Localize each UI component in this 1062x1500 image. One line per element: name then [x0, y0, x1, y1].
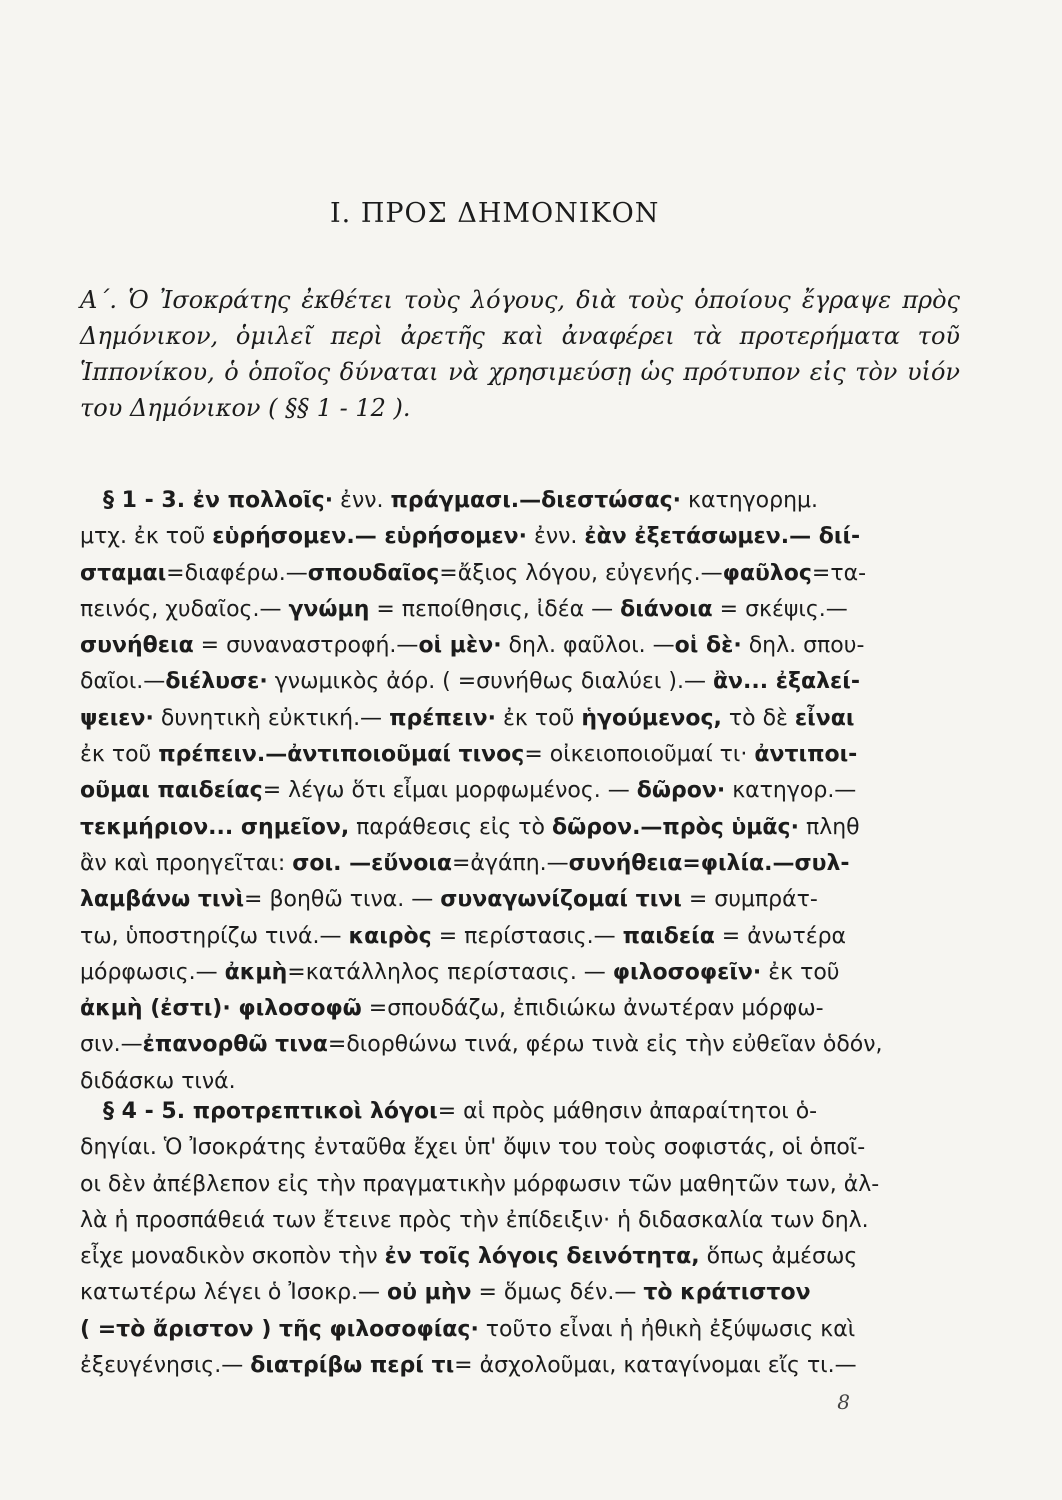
text-line: [80, 810, 960, 846]
gloss-text: =σπουδάζω, ἐπιδιώκω ἀνωτέραν μόρφω-: [361, 996, 824, 1022]
bold-term: σταμαι: [80, 560, 167, 586]
bold-term: φιλοσοφεῖν·: [612, 959, 762, 985]
bold-term: ἂν... ἐξαλεί-: [712, 669, 860, 695]
bold-term: διέλυσε·: [165, 669, 268, 695]
gloss-text: = λέγω ὅτι εἶμαι μορφωμένος. —: [262, 778, 637, 804]
text-line: [80, 628, 960, 664]
bold-term: διατρίβω περί τι: [250, 1353, 455, 1379]
bold-term: δῶρον.—πρὸς ὑμᾶς·: [551, 814, 799, 840]
section-heading: § 1 - 3.: [80, 488, 193, 513]
bold-term: ( =τὸ ἄριστον ) τῆς φιλοσοφίας·: [80, 1316, 479, 1342]
gloss-text: παράθεσις εἰς τὸ: [349, 814, 552, 840]
page: [80, 0, 980, 1500]
gloss-text: = οἰκειοποιοῦμαί τι·: [524, 742, 755, 768]
gloss-text: πεινός, χυδαῖος.—: [80, 596, 289, 622]
chapter-title: I. ΠΡΟΣ ΔΗΜΟΝΙΚΟΝ: [330, 198, 660, 229]
bold-term: εὑρήσομεν.— εὑρήσομεν·: [212, 524, 527, 550]
bold-term: δῶρον·: [636, 778, 726, 804]
text-line: [80, 882, 960, 918]
bold-term: ἐν πολλοῖς·: [192, 488, 334, 513]
text-line: [80, 1027, 960, 1063]
text-line: [80, 1275, 960, 1311]
gloss-text: ἐνν.: [333, 488, 391, 513]
gloss-text: ἐκ τοῦ: [496, 705, 582, 731]
text-line: [80, 556, 960, 592]
gloss-text: δηλ. σπου-: [741, 633, 865, 659]
gloss-text: = ἀνωτέρα: [714, 923, 847, 949]
bold-term: ἀκμὴ (ἐστι)· φιλοσοφῶ: [80, 996, 362, 1022]
gloss-text: =διορθώνω τινά, φέρω τινὰ εἰς τὴν εὐθεῖαν ὁδόν,: [327, 1032, 883, 1058]
gloss-text: ἂν καὶ προηγεῖται:: [80, 850, 293, 876]
gloss-text: ὅπως ἀμέσως: [699, 1244, 858, 1270]
gloss-text: κατωτέρω λέγει ὁ Ἰσοκρ.—: [80, 1280, 388, 1306]
chapter-summary: Α΄. Ὁ Ἰσοκράτης ἐκθέτει τοὺς λόγους, διὰ τοὺς ὁποίους ἔγραψε πρὸς Δημόνικον, ὁμιλεῖ περὶ ἀρετῆς καὶ ἀναφέρει τὰ προτερήματα τοῦ Ἱππονίκου, ὁ ὁποῖος δύναται νὰ χρησιμεύσῃ ὡς πρότυπον εἰς τὸν υἱόν του Δημόνικον ( §§ 1 - 12 ).: [80, 286, 960, 422]
gloss-text: =τα-: [811, 560, 867, 586]
bold-term: καιρὸς: [348, 923, 432, 949]
gloss-text: =ἄξιος λόγου, εὐγενής.—: [439, 560, 723, 586]
text-line: [80, 483, 960, 519]
text-line: [80, 919, 960, 955]
gloss-text: = ὅμως δέν.—: [471, 1280, 644, 1306]
gloss-text: πληθ: [798, 814, 860, 840]
bold-term: ἀκμὴ: [224, 959, 288, 985]
bold-term: συναγωνίζομαί τινι: [440, 887, 682, 913]
text-line: [80, 592, 960, 628]
text-line: [80, 1130, 960, 1166]
gloss-text: τω, ὑποστηρίζω τινά.—: [80, 923, 349, 949]
bold-term: ψειεν·: [80, 705, 154, 731]
gloss-text: ἐκ τοῦ: [80, 742, 159, 768]
section-4-5: [80, 1094, 960, 1384]
gloss-text: μόρφωσις.—: [80, 959, 225, 985]
bold-term: πρέπειν·: [389, 705, 497, 731]
gloss-text: = πεποίθησις, ἰδέα —: [369, 596, 621, 622]
gloss-text: λὰ ἡ προσπάθειά των ἔτεινε πρὸς τὴν ἐπίδειξιν· ἡ διδασκαλία των δηλ.: [80, 1207, 869, 1233]
gloss-text: οι δὲν ἀπέβλεπον εἰς τὴν πραγματικὴν μόρφωσιν τῶν μαθητῶν των, ἀλ-: [80, 1171, 880, 1197]
bold-term: ἐὰν ἐξετάσωμεν.— διί-: [584, 524, 861, 550]
gloss-text: τὸ δὲ: [721, 705, 795, 731]
bold-term: ἀντιποι-: [754, 742, 858, 768]
text-line: [80, 737, 960, 773]
bold-term: λαμβάνω τινὶ: [80, 887, 245, 913]
gloss-text: σιν.—: [80, 1032, 143, 1058]
text-line: [80, 1094, 960, 1130]
gloss-text: ἐνν.: [526, 524, 585, 550]
gloss-text: = βοηθῶ τινα. —: [244, 887, 441, 913]
section-1-3: [80, 483, 960, 1100]
gloss-text: δηλ. φαῦλοι. —: [501, 633, 675, 659]
bold-term: ἡγούμενος,: [581, 705, 722, 731]
gloss-text: δυνητικὴ εὐκτική.—: [153, 705, 390, 731]
gloss-text: κατηγορ.—: [725, 778, 857, 804]
gloss-text: =κατάλληλος περίστασις. —: [287, 959, 613, 985]
bold-term: συνήθεια=φιλία.—συλ-: [568, 850, 850, 876]
gloss-text: = συμπράτ-: [681, 887, 818, 913]
gloss-text: ἐξευγένησις.—: [80, 1353, 251, 1379]
page-number: 8: [837, 1390, 850, 1414]
gloss-text: = σκέψις.—: [712, 596, 848, 622]
text-line: [80, 664, 960, 700]
bold-term: συνήθεια: [80, 633, 194, 659]
bold-term: φαῦλος: [722, 560, 812, 586]
gloss-text: = ἀσχολοῦμαι, καταγίνομαι εἴς τι.—: [454, 1353, 857, 1379]
gloss-text: δηγίαι. Ὁ Ἰσοκράτης ἐνταῦθα ἔχει ὑπ' ὄψιν του τοὺς σοφιστάς, οἱ ὁποῖ-: [80, 1135, 866, 1161]
gloss-text: εἶχε μοναδικὸν σκοπὸν τὴν: [80, 1244, 385, 1270]
bold-term: πράγμασι.—διεστώσας·: [390, 488, 682, 513]
gloss-text: γνωμικὸς ἀόρ. ( =συνήθως διαλύει ).—: [267, 669, 713, 695]
gloss-text: ἐκ τοῦ: [761, 959, 840, 985]
text-line: [80, 955, 960, 991]
bold-term: διάνοια: [620, 596, 713, 622]
text-line: [80, 701, 960, 737]
bold-term: προτρεπτικοὶ λόγοι: [192, 1099, 438, 1124]
bold-term: εἶναι: [794, 705, 855, 731]
gloss-text: = συναναστροφή.—: [193, 633, 419, 659]
bold-term: σοι. —εὔνοια: [292, 850, 452, 876]
bold-term: ἐν τοῖς λόγοις δεινότητα,: [384, 1244, 700, 1270]
text-line: [80, 1203, 960, 1239]
bold-term: τεκμήριον... σημεῖον,: [80, 814, 350, 840]
text-line: [80, 773, 960, 809]
text-line: [80, 1348, 960, 1384]
text-line: [80, 1239, 960, 1275]
bold-term: παιδεία: [622, 923, 715, 949]
bold-term: τὸ κράτιστον: [643, 1280, 811, 1306]
bold-term: σπουδαῖος: [307, 560, 440, 586]
gloss-text: διδάσκω τινά.: [80, 1068, 236, 1094]
text-line: [80, 1167, 960, 1203]
gloss-text: =διαφέρω.—: [166, 560, 308, 586]
gloss-text: κατηγορημ.: [681, 488, 819, 513]
gloss-text: =ἀγάπη.—: [452, 850, 569, 876]
text-line: [80, 1312, 960, 1348]
gloss-text: = περίστασις.—: [431, 923, 623, 949]
bold-term: ἐπανορθῶ τινα: [142, 1032, 328, 1058]
bold-term: πρέπειν.—ἀντιποιοῦμαί τινος: [158, 742, 525, 768]
bold-term: οἱ μὲν·: [418, 633, 502, 659]
bold-term: οἱ δὲ·: [674, 633, 742, 659]
text-line: [80, 991, 960, 1027]
bold-term: γνώμη: [288, 596, 370, 622]
section-heading: § 4 - 5.: [80, 1099, 193, 1124]
gloss-text: δαῖοι.—: [80, 669, 166, 695]
text-line: [80, 846, 960, 882]
gloss-text: τοῦτο εἶναι ἡ ἠθικὴ ἐξύψωσις καὶ: [478, 1316, 856, 1342]
bold-term: οῦμαι παιδείας: [80, 778, 263, 804]
bold-term: οὐ μὴν: [387, 1280, 472, 1306]
gloss-text: = αἱ πρὸς μάθησιν ἀπαραίτητοι ὁ-: [437, 1099, 818, 1124]
text-line: [80, 519, 960, 555]
gloss-text: μτχ. ἐκ τοῦ: [80, 524, 213, 550]
